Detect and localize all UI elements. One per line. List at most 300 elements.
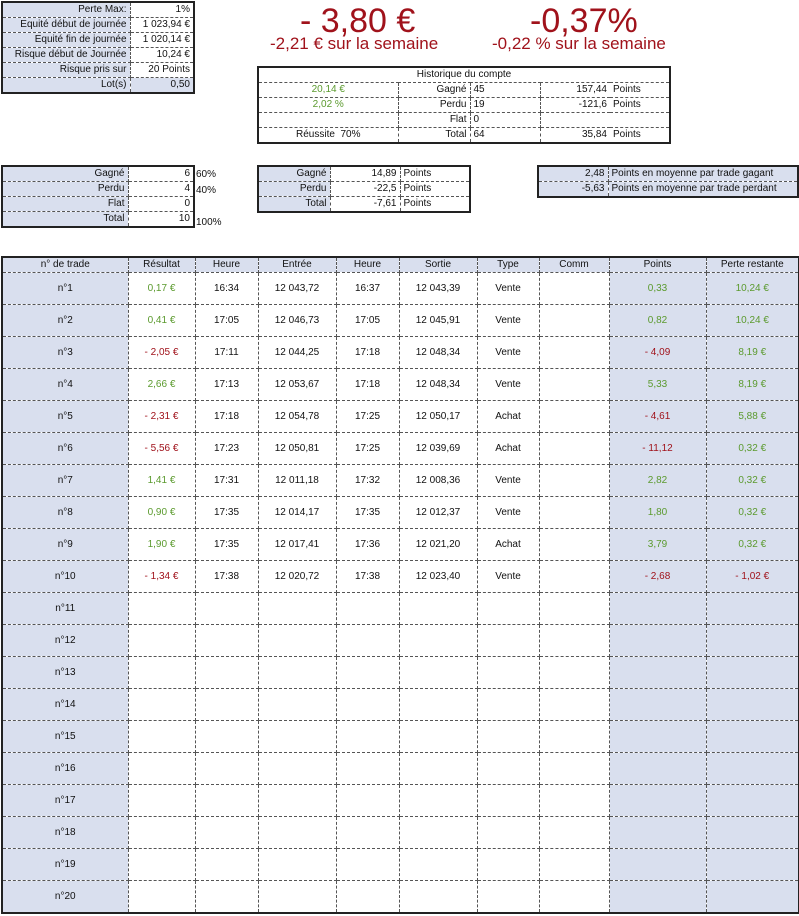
points-unit: Points (400, 166, 470, 182)
trade-remaining-loss[interactable] (706, 721, 799, 753)
trade-exit-price[interactable]: 12 043,39 (399, 273, 477, 305)
trade-entry-time[interactable] (195, 721, 258, 753)
trade-remaining-loss[interactable]: 8,19 € (706, 337, 799, 369)
trade-comm[interactable] (539, 625, 609, 657)
trade-entry-price[interactable]: 12 054,78 (258, 401, 336, 433)
trade-exit-price[interactable] (399, 753, 477, 785)
params-value[interactable]: 1 020,14 € (130, 33, 194, 48)
trade-comm[interactable] (539, 753, 609, 785)
table-row (2, 753, 799, 785)
trade-entry-price[interactable]: 12 043,72 (258, 273, 336, 305)
trade-exit-time[interactable] (336, 785, 399, 817)
trade-comm[interactable] (539, 657, 609, 689)
table-row (2, 273, 799, 305)
table-row (2, 433, 799, 465)
trade-entry-time[interactable]: 17:11 (195, 337, 258, 369)
trade-type[interactable] (477, 689, 539, 721)
trade-points[interactable]: 0,33 (609, 273, 706, 305)
trade-result[interactable]: - 5,56 € (128, 433, 195, 465)
params-value[interactable]: 1 023,94 € (130, 18, 194, 33)
trade-exit-time[interactable] (336, 721, 399, 753)
trade-exit-price[interactable] (399, 849, 477, 881)
trade-exit-price[interactable]: 12 021,20 (399, 529, 477, 561)
trade-number: n°8 (2, 497, 128, 529)
col-header: Comm (539, 257, 609, 273)
history-gain-percent: 2,02 % (258, 98, 398, 113)
trade-entry-time[interactable]: 17:38 (195, 561, 258, 593)
params-value[interactable]: 10,24 € (130, 48, 194, 63)
trade-entry-price[interactable]: 12 046,73 (258, 305, 336, 337)
trade-result[interactable]: - 2,31 € (128, 401, 195, 433)
trade-entry-price[interactable] (258, 721, 336, 753)
trade-remaining-loss[interactable] (706, 753, 799, 785)
history-count: 0 (470, 113, 540, 128)
params-label: Equité fin de journée (2, 33, 130, 48)
trade-entry-price[interactable] (258, 689, 336, 721)
trade-number: n°15 (2, 721, 128, 753)
params-row (2, 18, 194, 33)
trade-exit-price[interactable]: 12 039,69 (399, 433, 477, 465)
trade-comm[interactable] (539, 689, 609, 721)
trade-remaining-loss[interactable]: 0,32 € (706, 433, 799, 465)
col-header: Heure (336, 257, 399, 273)
history-reussite (258, 128, 398, 144)
trade-entry-time[interactable] (195, 753, 258, 785)
trade-number: n°19 (2, 849, 128, 881)
trade-exit-time[interactable] (336, 817, 399, 849)
params-label: Risque pris sur (2, 63, 130, 78)
trade-points[interactable] (609, 753, 706, 785)
trade-type[interactable] (477, 785, 539, 817)
trade-exit-time[interactable] (336, 753, 399, 785)
history-count: 45 (470, 83, 540, 98)
trade-remaining-loss[interactable]: 0,32 € (706, 497, 799, 529)
trade-remaining-loss[interactable]: 0,32 € (706, 529, 799, 561)
trade-entry-price[interactable]: 12 014,17 (258, 497, 336, 529)
trade-result[interactable] (128, 657, 195, 689)
trade-comm[interactable] (539, 721, 609, 753)
trade-comm[interactable] (539, 369, 609, 401)
table-row (2, 593, 799, 625)
count-value: 6 (128, 166, 194, 182)
table-row (2, 369, 799, 401)
trade-remaining-loss[interactable] (706, 881, 799, 914)
trade-exit-time[interactable] (336, 593, 399, 625)
trade-type[interactable] (477, 881, 539, 914)
table-row (2, 337, 799, 369)
trade-exit-price[interactable] (399, 881, 477, 914)
table-row (2, 721, 799, 753)
day-counts (1, 165, 195, 228)
week-amount: -2,21 € sur la semaine (270, 34, 439, 53)
trade-entry-time[interactable]: 17:05 (195, 305, 258, 337)
trade-exit-time[interactable] (336, 625, 399, 657)
params-label: Equité début de journée (2, 18, 130, 33)
trade-number: n°17 (2, 785, 128, 817)
trade-result[interactable] (128, 849, 195, 881)
trade-comm[interactable] (539, 529, 609, 561)
trade-exit-time[interactable]: 17:18 (336, 369, 399, 401)
trade-number: n°10 (2, 561, 128, 593)
trade-entry-price[interactable] (258, 593, 336, 625)
trade-remaining-loss[interactable] (706, 625, 799, 657)
trade-result[interactable] (128, 625, 195, 657)
trade-exit-price[interactable]: 12 048,34 (399, 369, 477, 401)
table-row (2, 561, 799, 593)
trade-type[interactable] (477, 625, 539, 657)
trade-exit-time[interactable]: 17:32 (336, 465, 399, 497)
table-row (2, 497, 799, 529)
params-label: Perte Max: (2, 2, 130, 18)
params-row (2, 78, 194, 94)
trade-number: n°6 (2, 433, 128, 465)
history-title: Historique du compte (258, 67, 670, 83)
trade-points[interactable]: 5,33 (609, 369, 706, 401)
count-value: 4 (128, 182, 194, 197)
trade-exit-time[interactable] (336, 689, 399, 721)
trade-result[interactable] (128, 753, 195, 785)
params-value[interactable]: 20 Points (130, 63, 194, 78)
trade-exit-price[interactable]: 12 045,91 (399, 305, 477, 337)
avg-value: 2,48 (538, 166, 608, 182)
trade-type[interactable] (477, 593, 539, 625)
trade-number: n°4 (2, 369, 128, 401)
trade-type[interactable]: Achat (477, 529, 539, 561)
trade-exit-price[interactable] (399, 817, 477, 849)
trade-exit-time[interactable]: 17:35 (336, 497, 399, 529)
trade-result[interactable]: - 2,05 € (128, 337, 195, 369)
col-header: Type (477, 257, 539, 273)
count-pct: 40% (196, 185, 217, 196)
trade-number: n°5 (2, 401, 128, 433)
trade-result[interactable]: 2,66 € (128, 369, 195, 401)
trade-exit-price[interactable] (399, 625, 477, 657)
trade-entry-price[interactable] (258, 849, 336, 881)
trade-number: n°12 (2, 625, 128, 657)
points-value: -22,5 (330, 182, 400, 197)
col-header: Perte restante (706, 257, 799, 273)
trade-result[interactable] (128, 721, 195, 753)
trade-points[interactable] (609, 785, 706, 817)
trade-entry-time[interactable] (195, 625, 258, 657)
trade-result[interactable]: 0,90 € (128, 497, 195, 529)
trade-number: n°1 (2, 273, 128, 305)
trade-remaining-loss[interactable] (706, 593, 799, 625)
trade-entry-price[interactable] (258, 817, 336, 849)
count-label: Gagné (2, 166, 128, 182)
trade-type[interactable]: Vente (477, 465, 539, 497)
trade-remaining-loss[interactable] (706, 657, 799, 689)
trade-result[interactable]: 1,90 € (128, 529, 195, 561)
count-pct: 60% (196, 169, 217, 180)
trade-comm[interactable] (539, 785, 609, 817)
trade-points[interactable]: 3,79 (609, 529, 706, 561)
col-header: Résultat (128, 257, 195, 273)
trade-number: n°2 (2, 305, 128, 337)
trade-number: n°14 (2, 689, 128, 721)
trade-entry-time[interactable] (195, 785, 258, 817)
table-row (2, 625, 799, 657)
trade-points[interactable]: - 4,09 (609, 337, 706, 369)
trade-entry-time[interactable]: 17:35 (195, 529, 258, 561)
averages-table (537, 165, 799, 198)
history-table (257, 66, 671, 144)
trade-remaining-loss[interactable] (706, 785, 799, 817)
trade-number: n°7 (2, 465, 128, 497)
history-empty (258, 113, 398, 128)
history-points: -121,6 (540, 98, 610, 113)
trade-remaining-loss[interactable]: - 1,02 € (706, 561, 799, 593)
history-points-unit: Points (610, 98, 670, 113)
trade-exit-time[interactable] (336, 657, 399, 689)
trade-result[interactable]: 0,17 € (128, 273, 195, 305)
trade-exit-time[interactable]: 17:38 (336, 561, 399, 593)
trade-exit-price[interactable]: 12 012,37 (399, 497, 477, 529)
params-row (2, 2, 194, 18)
trade-entry-time[interactable] (195, 689, 258, 721)
history-count: 64 (470, 128, 540, 144)
trade-points[interactable] (609, 849, 706, 881)
history-label: Perdu (398, 98, 470, 113)
day-percent: -0,37% (530, 2, 638, 40)
trade-exit-time[interactable]: 17:25 (336, 433, 399, 465)
history-reussite-label: Réussite (296, 129, 335, 140)
trade-entry-price[interactable] (258, 753, 336, 785)
points-label: Total (258, 197, 330, 213)
params-row (2, 63, 194, 78)
points-unit: Points (400, 182, 470, 197)
trade-entry-price[interactable]: 12 020,72 (258, 561, 336, 593)
history-points: 35,84 (540, 128, 610, 144)
trade-type[interactable] (477, 849, 539, 881)
day-counts-table (1, 165, 195, 228)
trade-comm[interactable] (539, 593, 609, 625)
history-points-unit: Points (610, 83, 670, 98)
trade-type[interactable] (477, 753, 539, 785)
trade-exit-price[interactable]: 12 050,17 (399, 401, 477, 433)
count-pct: 100% (196, 217, 222, 228)
trade-remaining-loss[interactable]: 10,24 € (706, 273, 799, 305)
trade-remaining-loss[interactable]: 0,32 € (706, 465, 799, 497)
trade-result[interactable]: 0,41 € (128, 305, 195, 337)
trade-entry-price[interactable]: 12 053,67 (258, 369, 336, 401)
history-points-unit: Points (610, 128, 670, 144)
trade-entry-time[interactable]: 16:34 (195, 273, 258, 305)
trade-entry-price[interactable] (258, 625, 336, 657)
col-header: Points (609, 257, 706, 273)
points-label: Gagné (258, 166, 330, 182)
trade-result[interactable] (128, 817, 195, 849)
trade-type[interactable]: Achat (477, 401, 539, 433)
table-row (2, 305, 799, 337)
history-label: Flat (398, 113, 470, 128)
history-empty (610, 113, 670, 128)
trade-entry-time[interactable] (195, 881, 258, 914)
trade-type[interactable]: Vente (477, 497, 539, 529)
trade-result[interactable] (128, 785, 195, 817)
trade-number: n°13 (2, 657, 128, 689)
trade-points[interactable] (609, 593, 706, 625)
trade-exit-time[interactable]: 17:36 (336, 529, 399, 561)
trade-type[interactable]: Vente (477, 273, 539, 305)
params-row (2, 33, 194, 48)
params-label: Lot(s) (2, 78, 130, 94)
history-points: 157,44 (540, 83, 610, 98)
trade-type[interactable]: Vente (477, 561, 539, 593)
col-header: Sortie (399, 257, 477, 273)
params-table (1, 1, 195, 94)
trade-entry-time[interactable]: 17:13 (195, 369, 258, 401)
trade-points[interactable] (609, 625, 706, 657)
trade-exit-price[interactable]: 12 048,34 (399, 337, 477, 369)
trade-type[interactable]: Vente (477, 337, 539, 369)
count-value: 10 (128, 212, 194, 228)
trade-comm[interactable] (539, 561, 609, 593)
table-row (2, 529, 799, 561)
table-row (2, 881, 799, 914)
trade-remaining-loss[interactable]: 5,88 € (706, 401, 799, 433)
trade-points[interactable] (609, 881, 706, 914)
trade-remaining-loss[interactable] (706, 849, 799, 881)
trade-exit-price[interactable] (399, 593, 477, 625)
points-unit: Points (400, 197, 470, 213)
trade-type[interactable] (477, 817, 539, 849)
trade-comm[interactable] (539, 465, 609, 497)
trade-comm[interactable] (539, 497, 609, 529)
trade-points[interactable]: 0,82 (609, 305, 706, 337)
trade-entry-time[interactable]: 17:35 (195, 497, 258, 529)
avg-value: -5,63 (538, 182, 608, 198)
trade-comm[interactable] (539, 337, 609, 369)
trade-result[interactable] (128, 689, 195, 721)
trade-points[interactable] (609, 817, 706, 849)
history-label: Gagné (398, 83, 470, 98)
trade-points[interactable]: - 11,12 (609, 433, 706, 465)
trade-result[interactable] (128, 593, 195, 625)
trade-number: n°18 (2, 817, 128, 849)
trade-exit-price[interactable] (399, 785, 477, 817)
trade-exit-price[interactable]: 12 008,36 (399, 465, 477, 497)
params-value[interactable]: 1% (130, 2, 194, 18)
trade-entry-time[interactable] (195, 593, 258, 625)
trade-comm[interactable] (539, 401, 609, 433)
params-row (2, 48, 194, 63)
trade-type[interactable]: Vente (477, 305, 539, 337)
trade-number: n°11 (2, 593, 128, 625)
history-gain-amount: 20,14 € (258, 83, 398, 98)
day-points-table (257, 165, 471, 213)
params-value[interactable]: 0,50 (130, 78, 194, 94)
trade-remaining-loss[interactable] (706, 817, 799, 849)
week-percent: -0,22 % sur la semaine (492, 34, 666, 53)
trade-entry-price[interactable]: 12 044,25 (258, 337, 336, 369)
trade-exit-time[interactable] (336, 881, 399, 914)
history-reussite-value: 70% (340, 129, 361, 140)
trade-entry-time[interactable]: 17:23 (195, 433, 258, 465)
trade-entry-price[interactable] (258, 785, 336, 817)
trade-result[interactable] (128, 881, 195, 914)
table-row (2, 785, 799, 817)
col-header: Entrée (258, 257, 336, 273)
trade-entry-price[interactable] (258, 657, 336, 689)
trade-number: n°3 (2, 337, 128, 369)
trade-remaining-loss[interactable]: 10,24 € (706, 305, 799, 337)
trade-entry-price[interactable]: 12 017,41 (258, 529, 336, 561)
trade-exit-time[interactable]: 17:05 (336, 305, 399, 337)
count-pcts (196, 167, 222, 231)
points-label: Perdu (258, 182, 330, 197)
params-label: Risque début de Journée (2, 48, 130, 63)
trade-points[interactable]: - 2,68 (609, 561, 706, 593)
count-label: Perdu (2, 182, 128, 197)
trade-comm[interactable] (539, 849, 609, 881)
trade-comm[interactable] (539, 817, 609, 849)
trade-result[interactable]: - 1,34 € (128, 561, 195, 593)
trade-points[interactable] (609, 721, 706, 753)
trade-entry-price[interactable]: 12 011,18 (258, 465, 336, 497)
trade-points[interactable] (609, 689, 706, 721)
count-label: Total (2, 212, 128, 228)
trade-remaining-loss[interactable]: 8,19 € (706, 369, 799, 401)
trade-entry-price[interactable] (258, 881, 336, 914)
count-value: 0 (128, 197, 194, 212)
trades-table (1, 256, 799, 914)
trade-entry-time[interactable] (195, 657, 258, 689)
table-row (2, 465, 799, 497)
trade-entry-time[interactable]: 17:18 (195, 401, 258, 433)
trade-entry-time[interactable]: 17:31 (195, 465, 258, 497)
trade-exit-time[interactable]: 17:25 (336, 401, 399, 433)
trade-comm[interactable] (539, 881, 609, 914)
trade-remaining-loss[interactable] (706, 689, 799, 721)
trade-exit-price[interactable] (399, 689, 477, 721)
trade-exit-time[interactable] (336, 849, 399, 881)
table-row (2, 689, 799, 721)
trade-comm[interactable] (539, 433, 609, 465)
history-label: Total (398, 128, 470, 144)
count-label: Flat (2, 197, 128, 212)
trade-entry-time[interactable] (195, 849, 258, 881)
trades-body (2, 273, 799, 914)
table-row (2, 849, 799, 881)
trade-comm[interactable] (539, 305, 609, 337)
trade-type[interactable] (477, 721, 539, 753)
trade-result[interactable]: 1,41 € (128, 465, 195, 497)
trade-exit-price[interactable] (399, 657, 477, 689)
trade-type[interactable] (477, 657, 539, 689)
col-header: Heure (195, 257, 258, 273)
trade-points[interactable] (609, 657, 706, 689)
trade-type[interactable]: Vente (477, 369, 539, 401)
trade-exit-time[interactable]: 16:37 (336, 273, 399, 305)
trade-entry-time[interactable] (195, 817, 258, 849)
trade-exit-time[interactable]: 17:18 (336, 337, 399, 369)
trade-exit-price[interactable] (399, 721, 477, 753)
trade-number: n°20 (2, 881, 128, 914)
trade-comm[interactable] (539, 273, 609, 305)
trade-entry-price[interactable]: 12 050,81 (258, 433, 336, 465)
trade-type[interactable]: Achat (477, 433, 539, 465)
table-row (2, 657, 799, 689)
trade-points[interactable]: - 4,61 (609, 401, 706, 433)
table-row (2, 401, 799, 433)
points-value: 14,89 (330, 166, 400, 182)
day-amount: - 3,80 € (300, 2, 416, 40)
trade-points[interactable]: 1,80 (609, 497, 706, 529)
trades-header (2, 257, 799, 273)
trade-exit-price[interactable]: 12 023,40 (399, 561, 477, 593)
trade-points[interactable]: 2,82 (609, 465, 706, 497)
